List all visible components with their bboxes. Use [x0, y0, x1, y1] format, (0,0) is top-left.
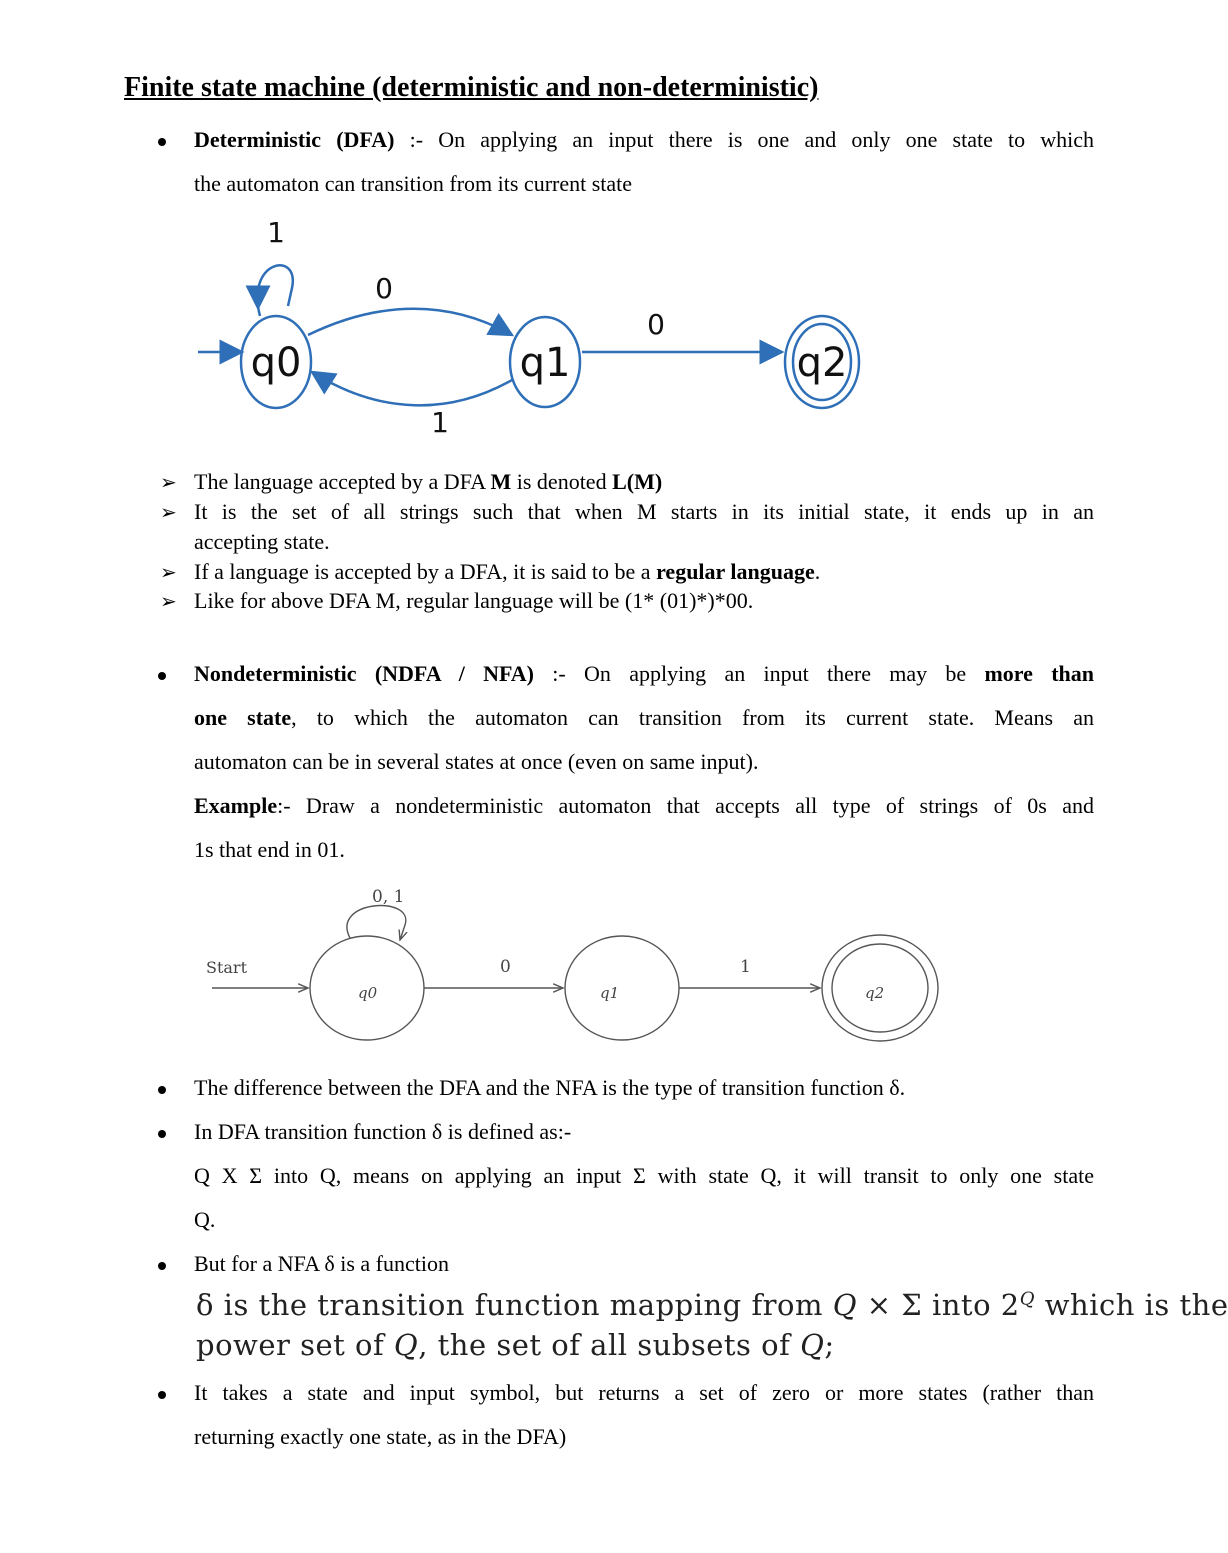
dfa-label-q0-q1: 0: [375, 272, 393, 305]
bullet-dot: [158, 138, 166, 146]
bullet-dot: [158, 1086, 166, 1094]
dfa-state-label-q0: q0: [250, 340, 302, 386]
dfa-abbr: (DFA): [336, 127, 395, 152]
arrow-bullet: ➢: [160, 470, 177, 494]
diff-bullet-1: The difference between the DFA and the NFA is the type of transition function δ.: [194, 1075, 906, 1100]
dfa-edge-q1-q0: [312, 372, 512, 405]
nfa-label-self-loop: 0, 1: [372, 887, 405, 907]
arrow-bullet: ➢: [160, 589, 177, 613]
nfa-label-q1-q2: 1: [740, 957, 751, 977]
nfa-definition-line1: Nondeterministic (NDFA / NFA) :- On applying an input there may be more than: [194, 661, 1095, 686]
dfa-point-1: The language accepted by a DFA M is denoted L(M): [194, 469, 663, 494]
nfa-self-loop-q0: [347, 906, 406, 940]
bullet-dot: [158, 1391, 166, 1399]
nfa-start-label: Start: [206, 958, 248, 977]
dfa-point-4: Like for above DFA M, regular language will be (1* (01)*)*00.: [194, 588, 754, 613]
diff-bullet-2-detail-line2: Q.: [194, 1207, 216, 1232]
nfa-diagram: [200, 880, 950, 1050]
diff-bullet-3: But for a NFA δ is a function: [194, 1251, 449, 1276]
dfa-label-q1-q2: 0: [647, 308, 665, 341]
arrow-bullet: ➢: [160, 500, 177, 524]
page-title: Finite state machine (deterministic and non-deterministic): [124, 72, 819, 103]
nfa-state-q1: [565, 936, 679, 1040]
bullet-dot: [158, 1262, 166, 1270]
nfa-state-label-q0: q0: [358, 984, 378, 1002]
nfa-state-label-q1: q1: [600, 984, 620, 1002]
dfa-definition-line2: the automaton can transition from its current state: [194, 171, 633, 196]
dfa-state-label-q2: q2: [796, 340, 848, 386]
dfa-point-3: If a language is accepted by a DFA, it is said to be a regular language.: [194, 559, 821, 584]
diff-bullet-4-line2: returning exactly one state, as in the DFA): [194, 1424, 567, 1449]
dfa-diagram: [190, 210, 880, 450]
nfa-delta-definition-line2: power set of Q, the set of all subsets of Q;: [196, 1328, 835, 1362]
dfa-edge-q0-q1: [308, 309, 512, 335]
nfa-delta-definition-line1: δ is the transition function mapping from Q × Σ into $2^Q$ which is the: [196, 1288, 1228, 1322]
nfa-definition-line2: one state, to which the automaton can transition from its current state. Means an: [194, 705, 1095, 730]
dfa-label-self-loop: 1: [267, 216, 285, 249]
nfa-example-line2: 1s that end in 01.: [194, 837, 345, 862]
diff-bullet-2: In DFA transition function δ is defined as:-: [194, 1119, 572, 1144]
nfa-label-q0-q1: 0: [500, 957, 511, 977]
dfa-label-q1-q0: 1: [431, 406, 449, 439]
nfa-state-label-q2: q2: [865, 984, 885, 1002]
diff-bullet-4-line1: It takes a state and input symbol, but returns a set of zero or more states (rather than: [194, 1380, 1094, 1405]
bullet-dot: [158, 1130, 166, 1138]
bullet-dot: [158, 672, 166, 680]
dfa-self-loop-q0: [257, 265, 292, 316]
nfa-definition-line3: automaton can be in several states at once (even on same input).: [194, 749, 759, 774]
arrow-bullet: ➢: [160, 560, 177, 584]
nfa-example-line1: Example:- Draw a nondeterministic automaton that accepts all type of strings of 0s and: [194, 793, 1094, 818]
diff-bullet-2-detail-line1: Q X Σ into Q, means on applying an input Σ with state Q, it will transit to only one state: [194, 1163, 1094, 1188]
dfa-point-2-line2: accepting state.: [194, 529, 330, 554]
dfa-term: Deterministic: [194, 127, 322, 152]
dfa-point-2-line1: It is the set of all strings such that when M starts in its initial state, it ends up in an: [194, 499, 1094, 524]
dfa-state-label-q1: q1: [519, 340, 571, 386]
dfa-definition-line1: Deterministic (DFA) :- On applying an input there is one and only one state to which: [194, 127, 1095, 152]
